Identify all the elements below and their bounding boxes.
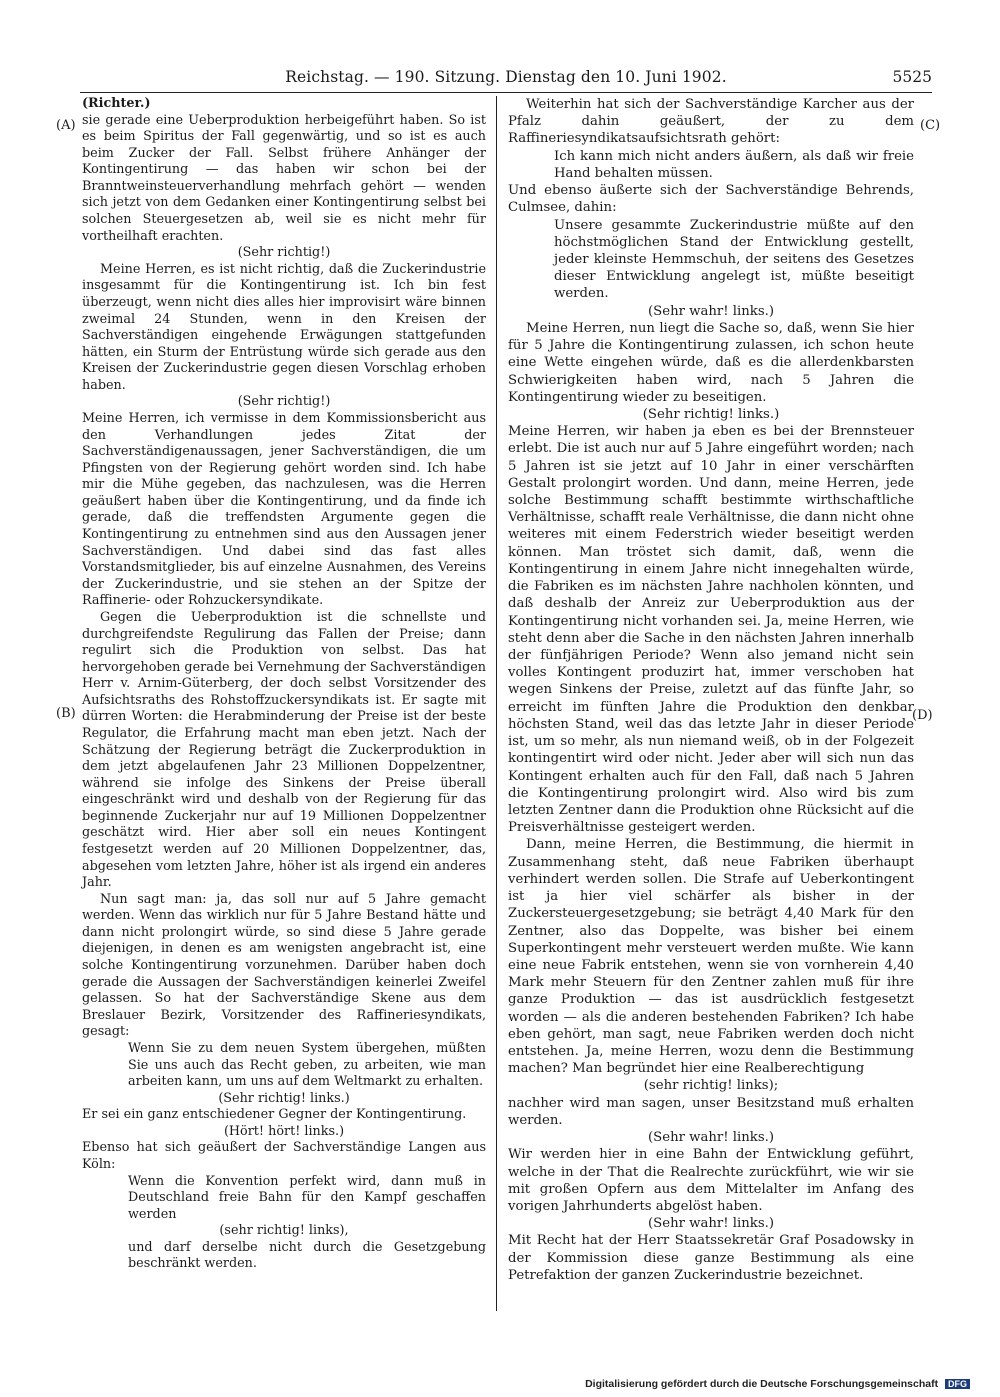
paragraph: Meine Herren, wir haben ja eben es bei der Brennsteuer erlebt. Die ist auch nur auf 5 Jahre eingeführt worden; nach 5 Jahren ist sie jetzt auf 10 Jahr in einer verschärften Gestalt prolongirt worden. Und dann, meine Herren, jede solche Bestimmung schafft bestimmte wirthschaftliche Verhältnisse, schafft reale Verhältnisse, die dann nicht ohne weiteres mit einem Federstrich wieder beseitigt werden können. Man tröstet sich damit, daß, wenn die Kontingentirung in einem Jahre nicht innegehalten würde, die Fabriken es im nächsten Jahre nachholen könnten, und daß deshalb der Anreiz zur Ueberproduktion aus der Kontingentirung nicht vorhanden sei. Ja, meine Herren, wie steht denn aber die Sache in den nächsten Jahren innerhalb der fünfjährigen Periode? Wenn also jemand nicht sein volles Kontingent produzirt hat, immer verschoben hat wegen Sinkens der Preise, zuletzt auf das fünfte Jahr, so erreicht im fünften Jahre die Produktion den denkbar höchsten Stand, weil das das letzte Jahr in dieser Periode ist, um so mehr, als nun niemand weiß, ob in der Folgezeit kontingentirt wird oder nicht. Jeder aber will sich nun das Kontingent erhalten auch für den Fall, daß nach 5 Jahren die Kontingentirung prolongirt wird. Also wird bis zum letzten Zentner dann die Produktion ohne Rücksicht auf die Preisverhältnisse gesteigert werden. (508, 424, 914, 836)
interjection: (sehr richtig! links); (643, 1078, 779, 1094)
column-rule (496, 96, 497, 1311)
paragraph: Und ebenso äußerte sich der Sachverständige Behrends, Culmsee, dahin: (508, 183, 914, 216)
interjection: (sehr richtig! links), (219, 1223, 349, 1239)
paragraph: Er sei ein ganz entschiedener Gegner der Kontingentirung. (82, 1107, 467, 1123)
paragraph: Mit Recht hat der Herr Staatssekretär Graf Posadowsky in der Kommission diese ganze Bestimmung als eine Petrefaktion der ganzen Zuckerindustrie bezeichnet. (508, 1233, 914, 1283)
quotation: und darf derselbe nicht durch die Gesetzgebung beschränkt werden. (128, 1239, 486, 1272)
paragraph: Meine Herren, nun liegt die Sache so, daß, wenn Sie hier für 5 Jahre die Kontingentirung zulassen, ich schon heute eine Wette eingehen würde, daß es die allerdenkbarsten Schwierigkeiten haben wird, nach 5 Jahren die Kontingentirung wieder zu beseitigen. (508, 320, 914, 405)
quotation: Ich kann mich nicht anders äußern, als daß wir freie Hand behalten müssen. (554, 148, 914, 181)
interjection: (Sehr richtig! links.) (218, 1090, 350, 1106)
page-number: 5525 (892, 68, 932, 86)
margin-marker-b: (B) (56, 706, 76, 721)
paragraph: Wir werden hier in eine Bahn der Entwicklung geführt, welche in der That die Realrechte zurückführt, wie wir sie mit großen Opfern aus dem Mittelalter im Anfang des vorigen Jahrhunderts abgelöst haben. (508, 1147, 914, 1214)
digitization-credit (585, 1378, 970, 1390)
quotation: Wenn Sie zu dem neuen System übergehen, müßten Sie uns auch das Recht geben, zu arbeiten, wie man arbeiten kann, um uns auf dem Weltmarkt zu erhalten. (128, 1040, 486, 1090)
running-title: Reichstag. — 190. Sitzung. Dienstag den 10. Juni 1902. (285, 68, 727, 86)
page-header (80, 68, 932, 94)
right-column (508, 96, 914, 1284)
interjection: (Sehr richtig!) (237, 245, 331, 261)
quotation: Unsere gesammte Zuckerindustrie müßte auf den höchstmöglichen Stand der Entwicklung gestellt, jeder kleinste Hemmschuh, der seitens des Gesetzes dieser Entwicklung angelegt ist, müßte beseitigt werden. (554, 217, 914, 302)
paragraph: nachher wird man sagen, unser Besitzstand muß erhalten werden. (508, 1095, 914, 1128)
paragraph: sie gerade eine Ueberproduktion herbeigeführt haben. So ist es beim Spiritus der Fall gegenwärtig, und so ist es auch beim Zucker der Fall. Selbst frühere Anhänger der Kontingentirung — das haben wir schon bei der Branntweinsteuerverhandlung mehrfach gehört — wenden sich jetzt von dem Gedanken einer Kontingentirung selbst bei solchen Steuergesetzen ab, weil sie es nicht mehr für vortheilhaft erachten. (82, 112, 486, 244)
credit-text: Digitalisierung gefördert durch die Deutsche Forschungsgemeinschaft (585, 1378, 939, 1390)
interjection: (Hört! hört! links.) (223, 1123, 345, 1139)
paragraph: Meine Herren, es ist nicht richtig, daß die Zuckerindustrie insgesammt für die Kontingentirung ist. Ich bin fest überzeugt, wenn nicht dies alles hier improvisirt wäre binnen zweimal 24 Stunden, wenn in den Kreisen der Sachverständigen eingehende Erwägungen stattgefunden hätten, ein Sturm der Entrüstung würde sich gerade aus den Kreisen der Zuckerindustrie gegen diesen Vorschlag erhoben haben. (82, 261, 486, 393)
quotation: Wenn die Konvention perfekt wird, dann muß in Deutschland freie Bahn für den Kampf geschaffen werden (128, 1173, 486, 1222)
margin-marker-a: (A) (56, 118, 76, 133)
interjection: (Sehr wahr! links.) (647, 303, 775, 319)
left-column (82, 96, 486, 1273)
paragraph: Gegen die Ueberproduktion ist die schnellste und durchgreifendste Regulirung das Fallen der Preise; dann regulirt sich die Produktion von selbst. Das hat hervorgehoben gerade bei Vernehmung der Sachverständigen Herr v. Arnim-Güterberg, der doch selbst Vorsitzender des Aufsichtsraths des Rohstoffzuckersyndikats ist. Er sagte mit dürren Worten: die Herabminderung der Preise ist der beste Regulator, die Erfahrung macht man eben jetzt. Nach der Schätzung der Regierung beträgt die Zuckerproduktion in dem jetzt abgelaufenen Jahr 23 Millionen Doppelzentner, während sie infolge des Sinkens der Preise überall eingeschränkt wird und deshalb von der Regierung für das beginnende Zuckerjahr nur auf 19 Millionen Doppelzentner geschätzt wird. Hier aber soll ein neues Kontingent festgesetzt werden auf 20 Millionen Doppelzentner, das, abgesehen vom letzten Jahre, höher ist als irgend ein anderes Jahr. (82, 609, 486, 891)
dfg-logo: DFG (945, 1379, 970, 1389)
speaker-name: (Richter.) (82, 96, 151, 111)
interjection: (Sehr wahr! links.) (647, 1216, 775, 1232)
interjection: (Sehr richtig!) (237, 394, 331, 410)
header-rule (80, 92, 932, 93)
paragraph: Ebenso hat sich geäußert der Sachverständige Langen aus Köln: (82, 1140, 486, 1172)
margin-marker-c: (C) (920, 118, 941, 133)
paragraph: Nun sagt man: ja, das soll nur auf 5 Jahre gemacht werden. Wenn das wirklich nur für 5 Jahre Bestand hätte und dann nicht prolongirt würde, so sind diese 5 Jahre gerade diejenigen, in denen es am wenigsten angebracht ist, eine solche Kontingentirung vorzunehmen. Darüber haben doch gerade die Aussagen der Sachverständigen keinerlei Zweifel gelassen. So hat der Sachverständige Skene aus dem Breslauer Bezirk, Vorsitzender des Raffineriesyndikats, gesagt: (82, 891, 486, 1040)
paragraph: Weiterhin hat sich der Sachverständige Karcher aus der Pfalz dahin geäußert, der zu dem Raffineriesyndikatsaufsichtsrath gehört: (508, 97, 914, 147)
interjection: (Sehr wahr! links.) (647, 1130, 775, 1146)
paragraph: Dann, meine Herren, die Bestimmung, die hiermit in Zusammenhang steht, daß neue Fabriken überhaupt verhindert werden sollen. Die Strafe auf Ueberkontingent ist ja hier viel schärfer als bisher in der Zuckersteuergesetzgebung; sie beträgt 4,40 Mark für den Zentner, also das Doppelte, was bisher bei einem Superkontingent mehr versteuert werden mußte. Wie kann eine neue Fabrik entstehen, wenn sie von vornherein 4,40 Mark mehr Steuern für den Zentner zahlen muß für ihre ganze Produktion — das ist ausdrücklich festgesetzt worden — als die anderen bestehenden Fabriken? Ich habe eben gehört, man sagt, neue Fabriken werden doch nicht entstehen. Ja, meine Herren, wozu denn die Bestimmung machen? Man begründet hier eine Realberechtigung (508, 837, 914, 1077)
paragraph: Meine Herren, ich vermisse in dem Kommissionsbericht aus den Verhandlungen jedes Zitat der Sachverständigenaussagen, jener Sachverständigen, die um Pfingsten von der Regierung gehört worden sind. Ich habe mir die Mühe gegeben, das nachzulesen, was die Herren geäußert haben über die Kontingentirung, und da finde ich gerade, daß die treffendsten Argumente gegen die Kontingentirung zu entnehmen sind aus den Aussagen jener Sachverständigen. Und dabei sind das fast alles Vorstandsmitglieder, bis auf einzelne Ausnahmen, des Vereins der Zuckerindustrie, und sie stehen an der Spitze der Raffinerie- oder Rohzuckersyndikate. (82, 410, 486, 609)
interjection: (Sehr richtig! links.) (642, 406, 780, 422)
margin-marker-d: (D) (912, 708, 933, 723)
